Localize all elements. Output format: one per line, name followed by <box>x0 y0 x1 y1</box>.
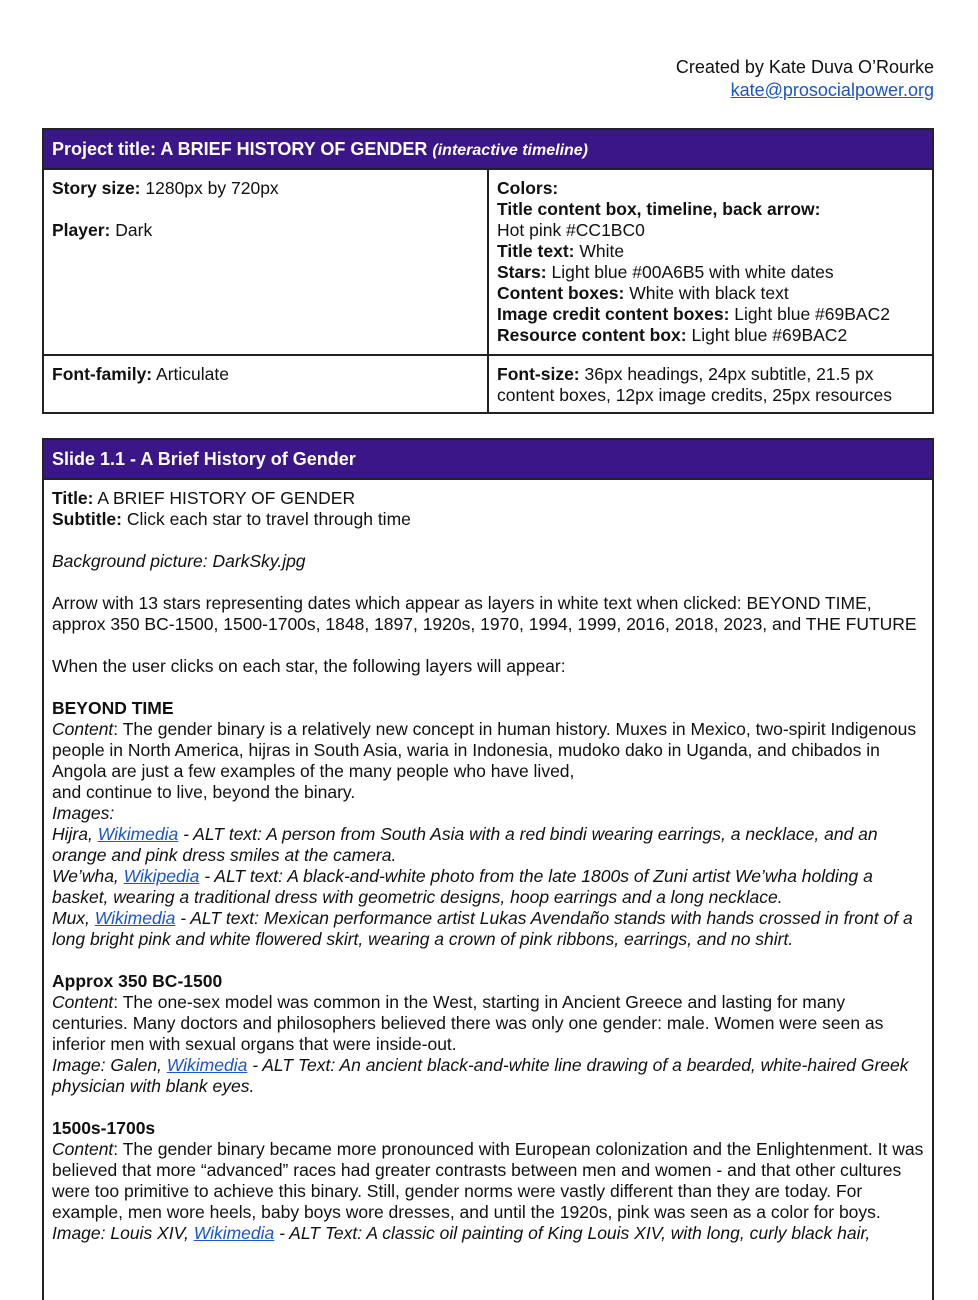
wikimedia-link[interactable]: Wikimedia <box>193 1223 275 1243</box>
beyond-image-2: We’wha, Wikipedia - ALT text: A black-and-white photo from the late 1800s of Zuni artist We’wha holding a basket, wearing a traditional dress with geometric designs, hoop earrings and a long necklace. <box>52 866 873 907</box>
wikimedia-link[interactable]: Wikimedia <box>97 824 179 844</box>
content-boxes-label: Content boxes: <box>497 283 625 303</box>
beyond-image-3: Mux, Wikimedia - ALT text: Mexican performance artist Lukas Avendaño stands with hands crossed in front of a long bright pink and white flowered skirt, wearing a crown of pink ribbons, earrings, and no shirt. <box>52 908 913 949</box>
background-note: Background picture: DarkSky.jpg <box>52 551 306 571</box>
project-title: Project title: A BRIEF HISTORY OF GENDER <box>52 139 428 159</box>
project-spec-table <box>44 170 932 412</box>
font-size-label: Font-size: <box>497 364 580 384</box>
wikipedia-link[interactable]: Wikipedia <box>123 866 200 886</box>
colors-cell <box>488 170 932 355</box>
font-family-cell <box>44 355 488 412</box>
stars-label: Stars: <box>497 262 547 282</box>
stars-value: Light blue #00A6B5 with white dates <box>551 262 834 282</box>
font-size-value: 36px headings, 24px subtitle, 21.5 px content boxes, 12px image credits, 25px resources <box>497 364 892 405</box>
slide-body <box>44 480 932 1244</box>
project-box <box>42 128 934 414</box>
slide-title-label: Title: <box>52 488 94 508</box>
font-family-value: Articulate <box>156 364 229 384</box>
slide-subtitle-label: Subtitle: <box>52 509 122 529</box>
image-credit-value: Light blue #69BAC2 <box>734 304 890 324</box>
story-size-label: Story size: <box>52 178 141 198</box>
story-player-cell <box>44 170 488 355</box>
title-text-value: White <box>579 241 625 261</box>
beyond-time-heading: BEYOND TIME <box>52 698 174 718</box>
colors-label: Colors: <box>497 178 559 198</box>
project-title-suffix: (interactive timeline) <box>432 142 589 159</box>
era-350bc-image: Image: Galen, Wikimedia - ALT Text: An ancient black-and-white line drawing of a bearded, white-haired Greek physician with blank eyes. <box>52 1055 909 1096</box>
title-box-label: Title content box, timeline, back arrow: <box>497 199 821 219</box>
slide-box <box>42 438 934 1300</box>
era-350bc-content: Content: The one-sex model was common in the West, starting in Ancient Greece and lasting for many centuries. Many doctors and philosophers believed there was only one gender: male. Women were seen as inferior men with sexual organs that were inside-out. <box>52 992 884 1054</box>
content-boxes-value: White with black text <box>629 283 789 303</box>
title-box-value: Hot pink #CC1BC0 <box>497 220 645 240</box>
title-text-label: Title text: <box>497 241 575 261</box>
slide-subtitle-value: Click each star to travel through time <box>126 509 411 529</box>
era-350bc-heading: Approx 350 BC-1500 <box>52 971 223 991</box>
author-email-link[interactable]: kate@prosocialpower.org <box>730 80 934 100</box>
beyond-time-content: Content: The gender binary is a relatively new concept in human history. Muxes in Mexico, two-spirit Indigenous people in North America, hijras in South Asia, waria in Indonesia, mudoko dako in Uganda, and chibados in Angola are just a few examples of the many people who have lived, and continue to live, beyond the binary. <box>52 719 917 802</box>
player-value: Dark <box>115 220 153 240</box>
era-1500s-image: Image: Louis XIV, Wikimedia - ALT Text: A classic oil painting of King Louis XIV, with long, curly black hair, <box>52 1223 871 1243</box>
arrow-description: Arrow with 13 stars representing dates which appear as layers in white text when clicked: BEYOND TIME, approx 350 BC-1500, 1500-1700s, 1848, 1897, 1920s, 1970, 1994, 1999, 2016, 2018, 2023, and THE FUTURE <box>52 593 917 634</box>
project-title-header <box>44 130 932 170</box>
author-name: Created by Kate Duva O’Rourke <box>675 57 934 77</box>
slide-header: Slide 1.1 - A Brief History of Gender <box>44 440 932 480</box>
beyond-images-label: Images: <box>52 803 115 823</box>
font-family-label: Font-family: <box>52 364 153 384</box>
author-block <box>676 56 934 102</box>
beyond-image-1: Hijra, Wikimedia - ALT text: A person from South Asia with a red bindi wearing earrings, a necklace, and an orange and pink dress smiles at the camera. <box>52 824 878 865</box>
resource-value: Light blue #69BAC2 <box>691 325 848 345</box>
image-credit-label: Image credit content boxes: <box>497 304 730 324</box>
era-1500s-content: Content: The gender binary became more pronounced with European colonization and the Enlightenment. It was believed that more “advanced” races had greater contrasts between men and women - and that other cultures were too primitive to achieve this binary. Still, gender norms were vastly different than they are today. For example, men wore heels, baby boys wore dresses, and until the 1920s, pink was seen as a color for boys. <box>52 1139 924 1222</box>
font-size-cell <box>488 355 932 412</box>
wikimedia-link[interactable]: Wikimedia <box>94 908 176 928</box>
story-size-value: 1280px by 720px <box>145 178 279 198</box>
clicks-description: When the user clicks on each star, the following layers will appear: <box>52 656 566 676</box>
slide-title-value: A BRIEF HISTORY OF GENDER <box>97 488 356 508</box>
era-1500s-heading: 1500s-1700s <box>52 1118 156 1138</box>
player-label: Player: <box>52 220 111 240</box>
wikimedia-link[interactable]: Wikimedia <box>166 1055 248 1075</box>
resource-label: Resource content box: <box>497 325 687 345</box>
